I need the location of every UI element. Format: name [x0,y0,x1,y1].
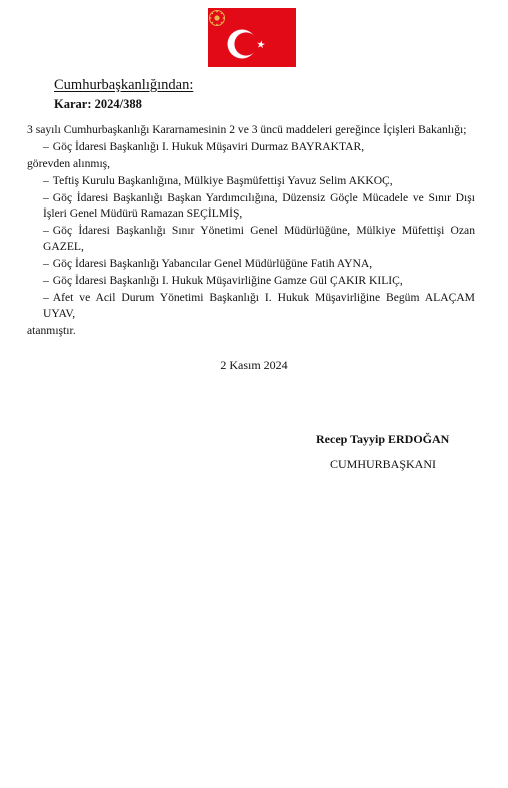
decision-body [27,122,475,340]
dash: – [43,174,49,188]
appointed-item-text: Göç İdaresi Başkanlığı Sınır Yönetimi Genel Müdürlüğüne, Mülkiye Müfettişi Ozan GAZEL, [43,224,475,253]
issuer-title: Cumhurbaşkanlığından: [54,77,194,93]
signer-title: CUMHURBAŞKANI [330,457,437,471]
removed-item [27,139,475,155]
appointed-item-text: Göç İdaresi Başkanlığı Yabancılar Genel Müdürlüğüne Fatih AYNA, [52,256,373,270]
appointed-item-text: Teftiş Kurulu Başkanlığına, Mülkiye Başmüfettişi Yavuz Selim AKKOÇ, [52,174,393,188]
appointed-item [27,256,475,272]
appointed-item-text: Göç İdaresi Başkanlığı Başkan Yardımcılığına, Düzensiz Göçle Mücadele ve Sınır Dışı İşleri Genel Müdürü Ramazan SEÇİLMİŞ, [43,191,475,220]
signer-name: Recep Tayyip ERDOĞAN [316,432,450,446]
dash: – [43,224,49,238]
dash: – [43,256,49,270]
removed-suffix: görevden alınmış, [27,157,111,171]
dash: – [43,191,49,205]
appointed-item [27,273,475,289]
decision-date: 2 Kasım 2024 [220,358,288,372]
appointed-suffix: atanmıştır. [27,323,76,337]
dash: – [43,140,49,154]
presidential-emblem-icon [208,9,226,27]
appointed-item-text: Afet ve Acil Durum Yönetimi Başkanlığı I. Hukuk Müşavirliğine Begüm ALAÇAM UYAV, [43,290,475,320]
appointed-item [27,173,475,189]
appointed-item [27,290,475,321]
appointed-item [27,223,475,254]
dash: – [43,273,49,287]
decision-number: Karar: 2024/388 [54,97,142,111]
appointed-item [27,190,475,221]
dash: – [43,290,49,304]
intro-paragraph: 3 sayılı Cumhurbaşkanlığı Kararnamesinin 2 ve 3 üncü maddeleri gereğince İçişleri Bakanlığı; [27,123,467,136]
removed-item-text: Göç İdaresi Başkanlığı I. Hukuk Müşaviri Durmaz BAYRAKTAR, [52,140,365,154]
appointed-item-text: Göç İdaresi Başkanlığı I. Hukuk Müşavirliğine Gamze Gül ÇAKIR KILIÇ, [52,273,403,287]
